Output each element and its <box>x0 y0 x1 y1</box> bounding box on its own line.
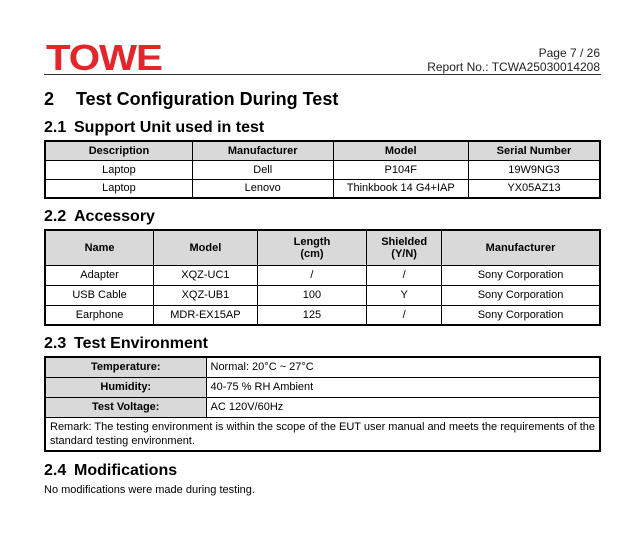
table-cell: Adapter <box>45 265 154 285</box>
environment-table <box>44 356 601 452</box>
column-header-unit: (Y/N) <box>391 247 417 260</box>
table-cell: / <box>367 305 442 325</box>
humidity-label: Humidity: <box>45 377 206 397</box>
table-cell: Laptop <box>45 179 192 198</box>
table-row <box>45 417 600 451</box>
modifications-number: 2.4 <box>44 462 67 479</box>
column-header: Manufacturer <box>192 141 333 160</box>
table-cell: XQZ-UB1 <box>154 285 258 305</box>
table-row <box>45 305 600 325</box>
column-header: Manufacturer <box>442 230 600 265</box>
environment-remark: Remark: The testing environment is within the scope of the EUT user manual and meets the requirements of the standard testing environment. <box>45 417 600 451</box>
test-voltage-value: AC 120V/60Hz <box>206 397 600 417</box>
column-header-line: Length <box>293 235 331 248</box>
table-cell: Laptop <box>45 160 192 179</box>
table-row <box>45 397 600 417</box>
page-header-info <box>427 46 600 74</box>
table-cell: YX05AZ13 <box>468 179 600 198</box>
table-cell: 100 <box>257 285 367 305</box>
column-header: Description <box>45 141 192 160</box>
column-header: Name <box>45 230 154 265</box>
table-row <box>45 377 600 397</box>
table-row <box>45 285 600 305</box>
column-header: Model <box>154 230 258 265</box>
company-logo: TOWE <box>46 37 162 78</box>
column-header <box>367 230 442 265</box>
test-voltage-label: Test Voltage: <box>45 397 206 417</box>
table-cell: Sony Corporation <box>442 265 600 285</box>
table-cell: Thinkbook 14 G4+IAP <box>333 179 468 198</box>
table-row <box>45 160 600 179</box>
modifications-heading <box>44 461 177 481</box>
table-header-row <box>45 230 600 265</box>
page-number: Page 7 / 26 <box>538 46 600 60</box>
table-cell: XQZ-UC1 <box>154 265 258 285</box>
table-cell: Sony Corporation <box>442 305 600 325</box>
modifications-text: No modifications were made during testing. <box>44 484 255 496</box>
column-header-unit: (cm) <box>300 247 324 260</box>
temperature-value: Normal: 20°C ~ 27°C <box>206 357 600 377</box>
environment-heading <box>44 334 208 354</box>
table-row <box>45 265 600 285</box>
table-cell: Dell <box>192 160 333 179</box>
support-unit-heading <box>44 118 264 138</box>
column-header-line: Shielded <box>381 235 428 248</box>
temperature-label: Temperature: <box>45 357 206 377</box>
table-cell: / <box>367 265 442 285</box>
table-cell: Earphone <box>45 305 154 325</box>
table-cell: 19W9NG3 <box>468 160 600 179</box>
column-header <box>257 230 367 265</box>
section-heading <box>44 88 338 110</box>
support-unit-number: 2.1 <box>44 119 67 136</box>
support-unit-title: Support Unit used in test <box>74 119 265 136</box>
table-cell: Lenovo <box>192 179 333 198</box>
table-header-row <box>45 141 600 160</box>
section-number: 2 <box>44 89 55 109</box>
humidity-value: 40-75 % RH Ambient <box>206 377 600 397</box>
accessory-title: Accessory <box>74 208 155 225</box>
environment-title: Test Environment <box>74 335 208 352</box>
report-number: Report No.: TCWA25030014208 <box>427 60 600 74</box>
table-cell: MDR-EX15AP <box>154 305 258 325</box>
support-unit-table <box>44 140 601 199</box>
table-cell: USB Cable <box>45 285 154 305</box>
table-cell: P104F <box>333 160 468 179</box>
table-row <box>45 357 600 377</box>
table-cell: Sony Corporation <box>442 285 600 305</box>
table-cell: 125 <box>257 305 367 325</box>
modifications-title: Modifications <box>74 462 178 479</box>
table-cell: Y <box>367 285 442 305</box>
column-header: Serial Number <box>468 141 600 160</box>
environment-number: 2.3 <box>44 335 67 352</box>
header-divider <box>44 74 601 75</box>
table-row <box>45 179 600 198</box>
column-header: Model <box>333 141 468 160</box>
accessory-table <box>44 229 601 326</box>
accessory-number: 2.2 <box>44 208 67 225</box>
accessory-heading <box>44 207 155 227</box>
section-title: Test Configuration During Test <box>76 89 339 109</box>
table-cell: / <box>257 265 367 285</box>
